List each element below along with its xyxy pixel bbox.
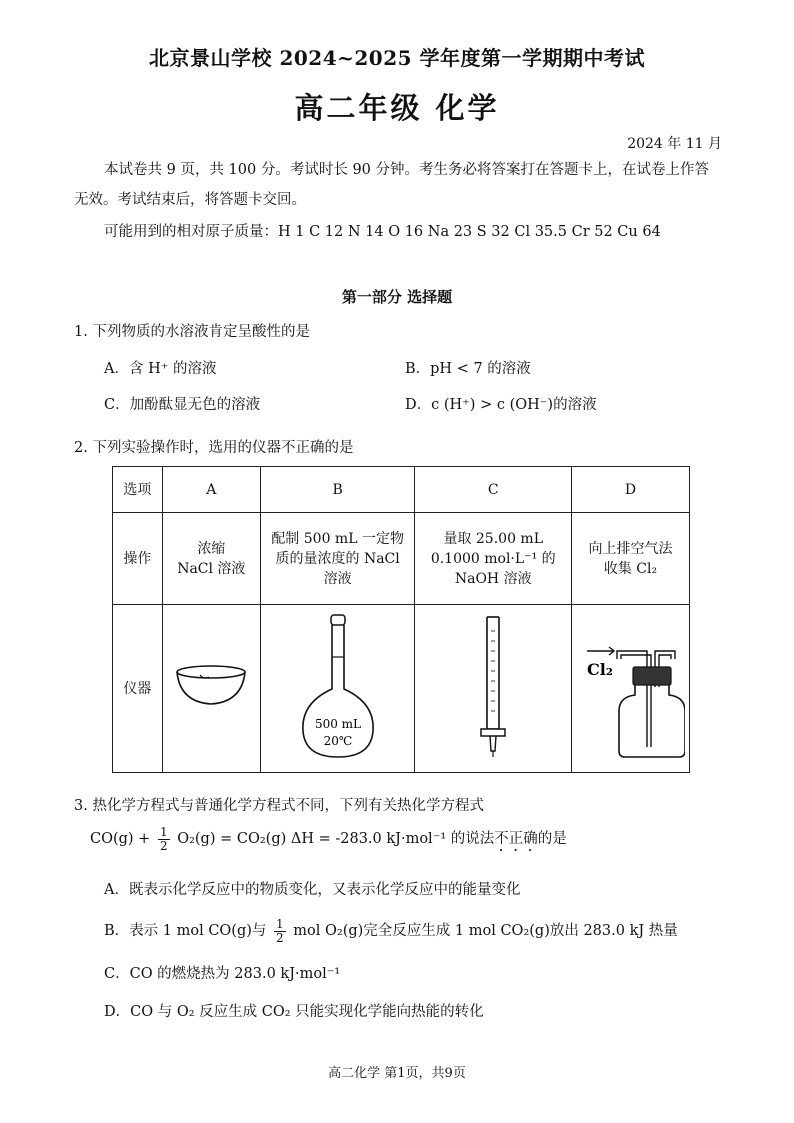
atomic-mass-line: 可能用到的相对原子质量：H 1 C 12 N 14 O 16 Na 23 S 32 Cl 35.5 Cr 52 Cu 64 [104, 224, 661, 240]
instrument-cell-d [571, 605, 689, 773]
row-label-instrument: 仪器 [113, 605, 163, 773]
op-cell-c [415, 513, 572, 605]
page-footer: 高二化学 第1页，共9页 [328, 1066, 466, 1081]
q1-option-c: C．加酚酞显无色的溶液 [104, 397, 261, 413]
op-cell-a [162, 513, 260, 605]
header-cell: C [415, 467, 572, 513]
section-title: 第一部分 选择题 [341, 288, 453, 306]
op-c-line1: 量取 25.00 mL [443, 530, 544, 547]
volumetric-flask-icon [293, 611, 383, 761]
table-row-operation [113, 513, 690, 605]
q2-table [112, 466, 690, 773]
instrument-cell-a [162, 605, 260, 773]
op-b-line1: 配制 500 mL 一定物 [271, 530, 404, 547]
q1-option-d: D．c (H⁺) > c (OH⁻)的溶液 [405, 397, 597, 413]
op-d-line2: 收集 Cl₂ [603, 560, 658, 577]
op-d-line1: 向上排空气法 [588, 540, 673, 557]
fraction-denominator: 2 [159, 838, 168, 853]
q3-stem: 3. 热化学方程式与普通化学方程式不同，下列有关热化学方程式 [74, 798, 484, 814]
op-b-line2: 质的量浓度的 NaCl [275, 550, 400, 567]
q3-b-left: B．表示 1 mol CO(g)与 [104, 923, 267, 939]
header-cell: A [162, 467, 260, 513]
fraction-numerator: 1 [276, 916, 284, 931]
q3-option-a: A．既表示化学反应中的物质变化，又表示化学反应中的能量变化 [104, 882, 521, 898]
q2-stem: 2. 下列实验操作时，选用的仪器不正确的是 [74, 440, 354, 456]
header-cell: B [260, 467, 415, 513]
instrument-cell-c [415, 605, 572, 773]
q1-stem: 1. 下列物质的水溶液肯定呈酸性的是 [74, 324, 310, 340]
op-a-line1: 浓缩 [197, 540, 226, 557]
instructions-line-2: 无效。考试结束后，将答题卡交回。 [74, 192, 306, 208]
q3-option-d: D．CO 与 O₂ 反应生成 CO₂ 只能实现化学能向热能的转化 [104, 1004, 484, 1020]
q1-option-b: B．pH < 7 的溶液 [405, 361, 531, 377]
evaporating-dish-icon [166, 656, 256, 716]
gas-label: Cl₂ [587, 659, 614, 679]
gas-collection-bottle-icon [575, 611, 685, 761]
op-c-line2: 0.1000 mol·L⁻¹ 的 [430, 550, 556, 567]
flask-temperature-label: 20℃ [323, 733, 352, 748]
header-cell: D [571, 467, 689, 513]
flask-volume-label: 500 mL [314, 716, 361, 731]
q3-eq-fraction [158, 826, 170, 853]
q3-equation [90, 822, 567, 856]
header-cell: 选项 [113, 467, 163, 513]
q3-emphasis: 不正确 [494, 831, 538, 847]
op-cell-b [260, 513, 415, 605]
exam-title: 北京景山学校 2024~2025 学年度第一学期期中考试 [148, 46, 645, 70]
q3-b-right: mol O₂(g)完全反应生成 1 mol CO₂(g)放出 283.0 kJ 热量 [293, 923, 678, 939]
op-c-line3: NaOH 溶液 [454, 570, 532, 587]
q3-eq-left: CO(g) + [90, 831, 151, 847]
burette-icon [473, 611, 513, 761]
q3-b-fraction [274, 918, 286, 945]
op-cell-d [571, 513, 689, 605]
instructions-line-1: 本试卷共 9 页，共 100 分。考试时长 90 分钟。考生务必将答案打在答题卡上，在试卷上作答 [104, 162, 710, 178]
instrument-cell-b [260, 605, 415, 773]
fraction-denominator: 2 [276, 930, 284, 945]
op-a-line2: NaCl 溶液 [177, 560, 246, 577]
fraction-numerator: 1 [159, 824, 168, 839]
q3-eq-end: 的是 [537, 831, 567, 847]
exam-date: 2024 年 11 月 [627, 136, 722, 152]
exam-subtitle: 高二年级 化学 [294, 91, 500, 125]
q1-option-a: A．含 H⁺ 的溶液 [104, 361, 217, 377]
op-b-line3: 溶液 [323, 570, 352, 587]
table-row-instrument [113, 605, 690, 773]
q3-eq-right: O₂(g) = CO₂(g) ΔH = -283.0 kJ·mol⁻¹ 的说法 [177, 831, 495, 847]
row-label-operation: 操作 [113, 513, 163, 605]
q3-option-c: C．CO 的燃烧热为 283.0 kJ·mol⁻¹ [104, 966, 341, 982]
table-header-row [113, 467, 690, 513]
q3-option-b [104, 914, 678, 948]
